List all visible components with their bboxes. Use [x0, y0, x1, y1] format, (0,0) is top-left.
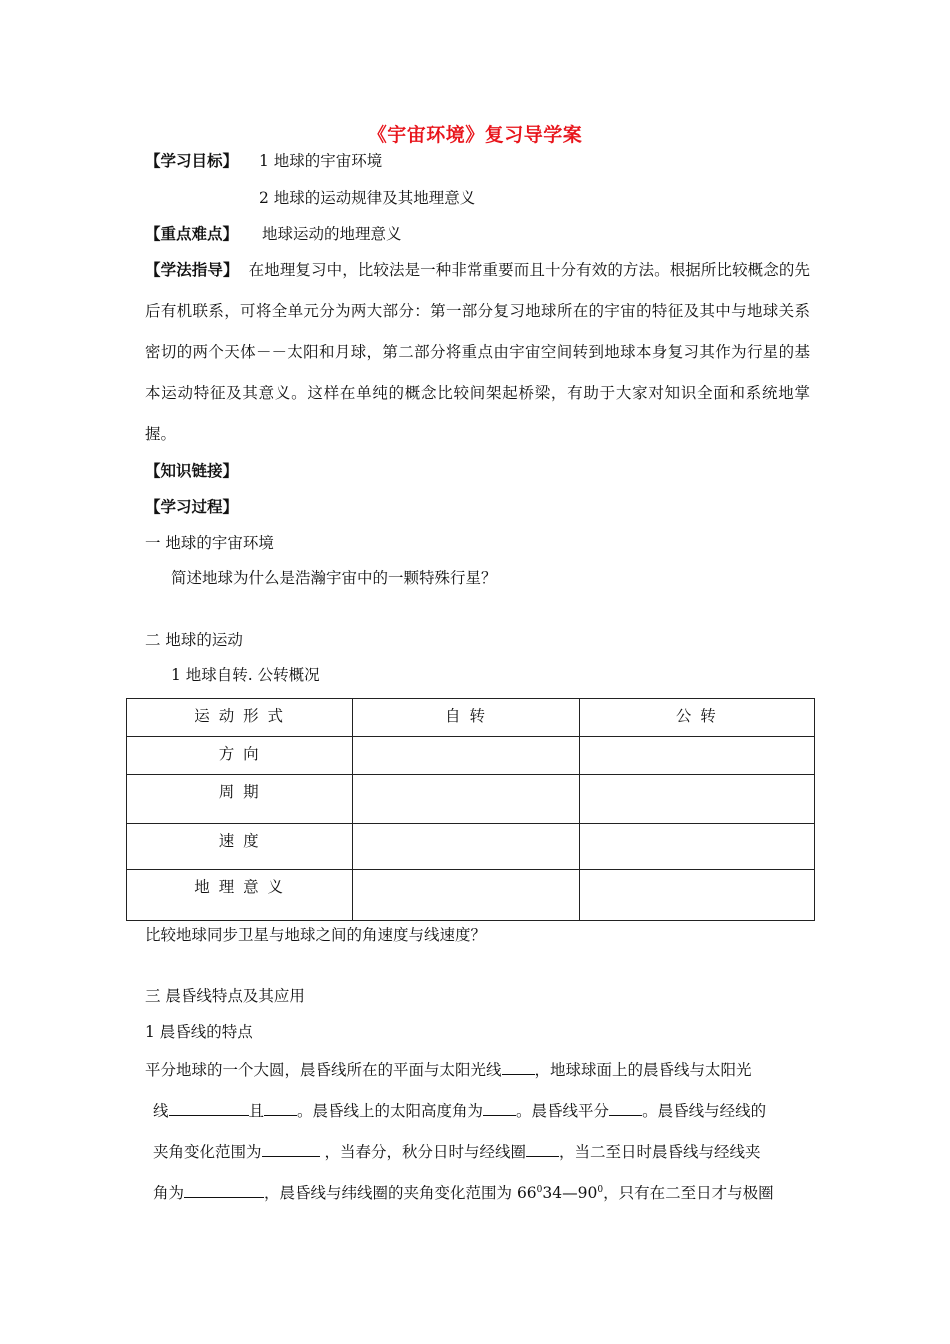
- knowledge-link-label: 【知识链接】: [145, 462, 239, 480]
- table-row-label: 方 向: [127, 737, 353, 775]
- method-paragraph: [145, 250, 810, 455]
- table-cell-blank[interactable]: [579, 870, 814, 921]
- table-header-row: [127, 699, 815, 737]
- degree-mark: 0: [597, 1185, 604, 1195]
- fill-text: 。晨昏线与经线的: [642, 1102, 767, 1120]
- fill-text: ，只有在二至日才与极圈: [603, 1184, 774, 1202]
- table-row: [127, 870, 815, 921]
- fill-text: 平分地球的一个大圆，晨昏线所在的平面与太阳光线: [145, 1061, 502, 1079]
- fill-line-2: [153, 1099, 766, 1121]
- section1-heading: 一 地球的宇宙环境: [145, 534, 274, 552]
- section3-sub1: 1 晨昏线的特点: [145, 1023, 253, 1041]
- answer-blank[interactable]: [184, 1181, 264, 1198]
- table-row-label: 速 度: [127, 824, 353, 870]
- fill-line-4: [153, 1181, 774, 1203]
- goals-label: 【学习目标】: [145, 152, 239, 170]
- section2-heading: 二 地球的运动: [145, 631, 243, 649]
- fill-line-3: [153, 1140, 760, 1162]
- table-cell-blank[interactable]: [353, 737, 579, 775]
- key-points-label: 【重点难点】: [145, 225, 239, 243]
- goal-item-2: 2 地球的运动规律及其地理意义: [259, 189, 476, 207]
- table-header-cell: 自 转: [353, 699, 579, 737]
- fill-text: 且: [248, 1102, 265, 1120]
- goal-item-1: 1 地球的宇宙环境: [259, 152, 383, 170]
- fill-text: 34—90: [542, 1184, 598, 1202]
- fill-text: 角为: [153, 1184, 185, 1202]
- fill-text: ，当二至日时晨昏线与经线夹: [558, 1143, 761, 1161]
- table-row: [127, 737, 815, 775]
- table-cell-blank[interactable]: [353, 870, 579, 921]
- page-title: 《宇宙环境》复习导学案: [367, 124, 583, 146]
- table-cell-blank[interactable]: [579, 775, 814, 824]
- degree-mark: 0: [536, 1185, 543, 1195]
- table-row: [127, 775, 815, 824]
- fill-text: ，地球球面上的晨昏线与太阳光: [534, 1061, 752, 1079]
- answer-blank[interactable]: [526, 1140, 559, 1157]
- fill-text: 。晨昏线平分: [516, 1102, 610, 1120]
- fill-text: 。晨昏线上的太阳高度角为: [297, 1102, 484, 1120]
- key-points-text: 地球运动的地理意义: [262, 225, 402, 243]
- table-cell-blank[interactable]: [579, 824, 814, 870]
- method-text: 在地理复习中，比较法是一种非常重要而且十分有效的方法。根据所比较概念的先后有机联系，可将全单元分为两大部分：第一部分复习地球所在的宇宙的特征及其中与地球关系密切的两个天体－－太阳和月球，第二部分将重点由宇宙空间转到地球本身复习其作为行星的基本运动特征及其意义。这样在单纯的概念比较间架起桥梁，有助于大家对知识全面和系统地掌握。: [145, 261, 810, 443]
- fill-text: 线: [153, 1102, 169, 1120]
- table-row-label: 周 期: [127, 775, 353, 824]
- answer-blank[interactable]: [502, 1058, 535, 1075]
- fill-text: ，当春分，秋分日时与经线圈: [324, 1143, 526, 1161]
- table-cell-blank[interactable]: [579, 737, 814, 775]
- table-row-label: 地 理 意 义: [127, 870, 353, 921]
- process-label: 【学习过程】: [145, 498, 239, 516]
- fill-line-1: [145, 1058, 752, 1080]
- table-cell-blank[interactable]: [353, 775, 579, 824]
- section3-heading: 三 晨昏线特点及其应用: [145, 987, 305, 1005]
- answer-blank[interactable]: [169, 1099, 249, 1116]
- table-row: [127, 824, 815, 870]
- table-cell-blank[interactable]: [353, 824, 579, 870]
- method-label: 【学法指导】: [145, 261, 239, 279]
- fill-text: ，晨昏线与纬线圈的夹角变化范围为 66: [264, 1184, 537, 1202]
- rotation-revolution-table: [126, 698, 815, 921]
- answer-blank[interactable]: [264, 1099, 297, 1116]
- answer-blank[interactable]: [262, 1140, 320, 1157]
- section2-sub1: 1 地球自转. 公转概况: [171, 666, 320, 684]
- answer-blank[interactable]: [483, 1099, 516, 1116]
- section1-question: 简述地球为什么是浩瀚宇宙中的一颗特殊行星？: [171, 569, 497, 587]
- fill-text: 夹角变化范围为: [153, 1143, 262, 1161]
- section2-question: 比较地球同步卫星与地球之间的角速度与线速度？: [145, 926, 487, 944]
- table-header-cell: 公 转: [579, 699, 814, 737]
- answer-blank[interactable]: [609, 1099, 642, 1116]
- table-header-cell: 运 动 形 式: [127, 699, 353, 737]
